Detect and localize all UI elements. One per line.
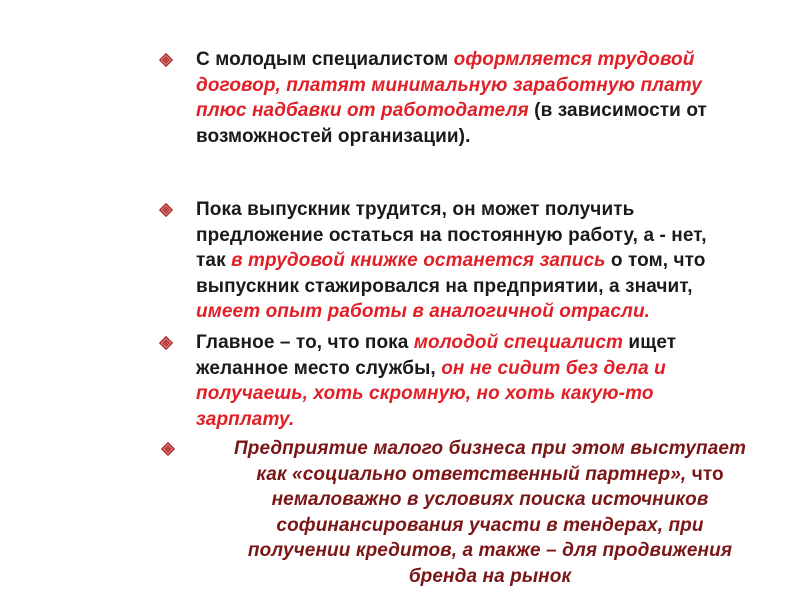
highlighted-text: он не сидит без дела и [441,357,666,379]
diamond-ornament-icon [159,203,173,217]
highlighted-text: в трудовой книжке останется запись [231,250,606,271]
body-text: (в зависимости от [528,100,707,121]
body-text: Главное – то, что пока [196,332,414,353]
body-text: выпускник стажировался на предприятии, а значит, [196,275,693,297]
highlighted-text: получаешь, хоть скромную, но хоть какую-то [196,383,654,404]
text-line [190,538,790,564]
bullet-item-3 [196,330,676,432]
body-text: получении кредитов, а также – для продвижения [247,540,733,561]
diamond-ornament-icon [161,442,175,456]
highlighted-text: оформляется трудовой [453,49,695,70]
bullet-item-4 [190,436,790,589]
highlighted-text: договор, платят минимальную заработную плату [196,74,702,96]
text-line [196,73,707,99]
text-line [190,513,790,539]
text-line [196,299,707,325]
text-line [196,223,707,249]
body-text: немаловажно в условиях поиска источников [271,489,709,510]
text-line [196,356,676,382]
text-line [190,564,790,590]
text-line [190,462,790,488]
text-line [196,47,707,73]
body-text: предложение остаться на постоянную работу, а - нет, [196,224,707,246]
text-line [196,248,707,274]
body-text: возможностей организации). [196,125,471,147]
body-text: Предприятие малого бизнеса при этом выступает [233,438,747,459]
text-line [190,436,790,462]
body-text: как «социально ответственный партнер», [256,463,687,485]
highlighted-text: зарплату. [196,408,295,430]
body-text: софинансирования участи в тендерах, при [276,514,704,536]
diamond-ornament-icon [159,53,173,67]
text-line [190,487,790,513]
text-line [196,407,676,433]
highlighted-text: молодой специалист [413,332,624,353]
body-text: бренда на рынок [408,565,572,587]
body-text: желанное место службы, [196,357,442,379]
text-line [196,330,676,356]
body-text: Пока выпускник трудится, он может получить [196,199,635,220]
highlighted-text: имеет опыт работы в аналогичной отрасли. [196,301,651,322]
text-line [196,381,676,407]
text-line [196,274,707,300]
text-line [196,197,707,223]
bullet-item-1 [196,47,707,149]
highlighted-text: плюс надбавки от работодателя [196,100,529,121]
body-text: ищет [623,332,677,353]
diamond-ornament-icon [159,336,173,350]
body-text: что [686,463,724,485]
body-text: С молодым специалистом [196,49,454,70]
bullet-item-2 [196,197,707,325]
text-line [196,98,707,124]
body-text: о том, что [605,250,706,271]
body-text: так [196,250,232,271]
text-line [196,124,707,150]
